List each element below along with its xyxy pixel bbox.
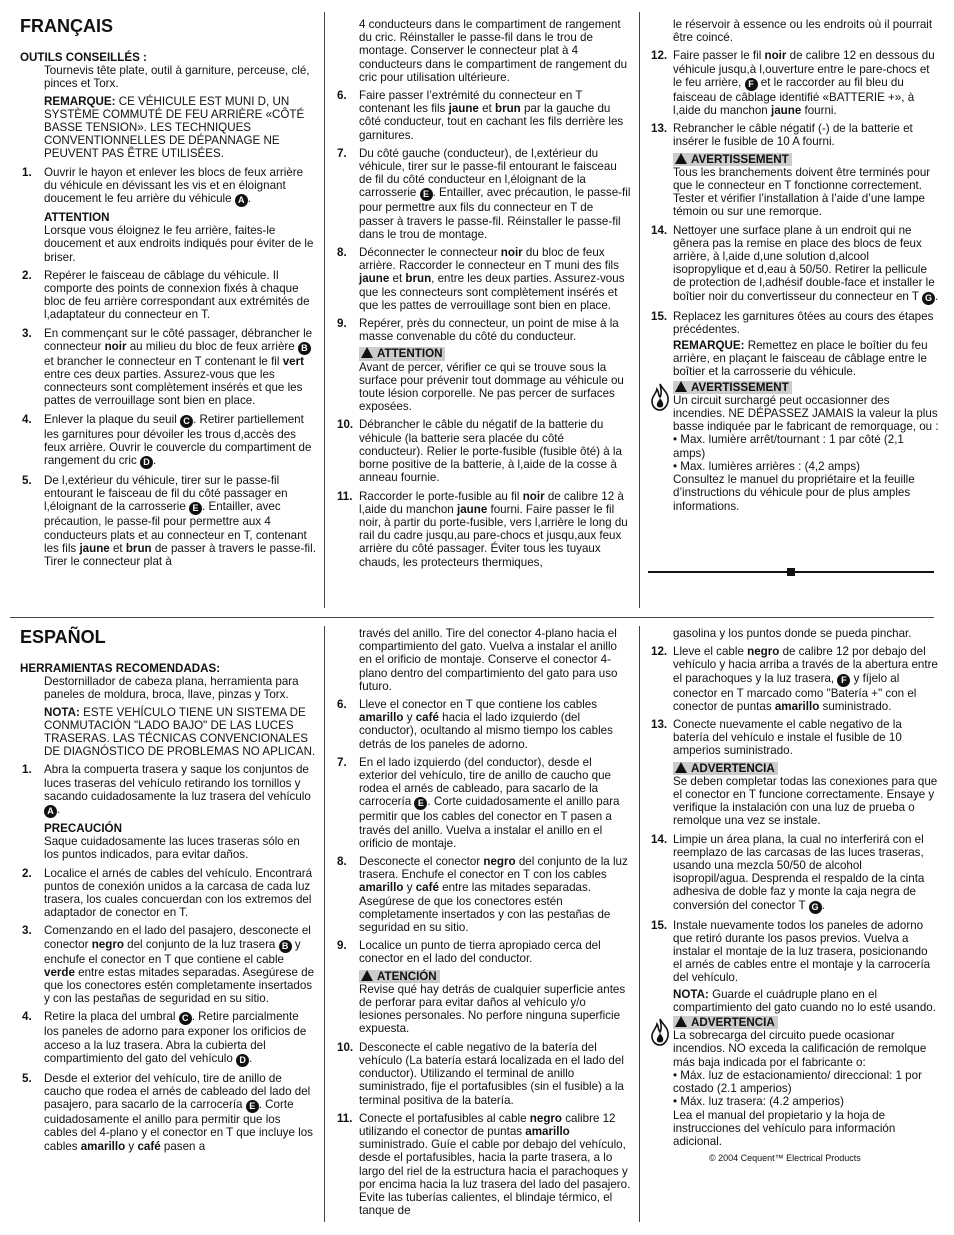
es-step-9: 9. Localice un punto de tierra apropiado cerca del conector en el lado del conductor. ATENCIÓN Revise qué hay detrás de cualquier superficie antes de perforar para evitar daños al vehículo y/o lesiones personales. No perfore ninguna superficie expuesta. [335, 939, 631, 1035]
divider-es-1 [324, 626, 325, 1222]
es-column-3 [649, 627, 939, 1165]
fr-title: FRANÇAIS [20, 16, 113, 36]
fr-tools-text: Tournevis tête plate, outil à garniture, perceuse, clé, pinces et Torx. [44, 64, 310, 91]
fr-step-11-cont: le réservoir à essence ou les endroits où il pourrait être coincé. [673, 18, 933, 45]
es-step-12: 12. Lleve el cable negro de calibre 12 por debajo del vehículo y hacia arriba a través de la abertura entre el parachoques y la luz trasera, F y fíjelo al conector en T marcado como "Batería +" con el conector de puntas amarillo suministrado. [651, 645, 938, 713]
es-precaucion-heading: PRECAUCIÓN [44, 822, 122, 836]
callout-g-icon: G [922, 292, 935, 305]
es-step-13: 13. Conecte nuevamente el cable negativo de la batería del vehículo e instale el fusible de 10 amperios suministrado. ADVERTENCIA Se deben completar todas las conexiones para que el conector en T funcione correctamente. Ensaye y verifique la instalación con una luz de prueba o remolque una vez se instale. [651, 718, 938, 828]
fr-attention2-text: Avant de percer, vérifier ce qui se trouve sous la surface pour prévenir tout dommage au véhicule ou toute lésion corporelle. Ne pas percer de surfaces exposées. [359, 360, 624, 414]
callout-b-icon: B [298, 342, 311, 355]
es-advertencia2-badge: ADVERTENCIA [673, 1016, 778, 1029]
es-precaucion-text: Saque cuidadosamente las luces traseras sólo en los puntos indicados, para evitar daños. [44, 835, 300, 862]
callout-e-icon: E [414, 797, 427, 810]
section-divider [10, 617, 934, 618]
es-atencion-text: Revise qué hay detrás de cualquier superficie antes de perforar para evitar daños al vehículo y/o lesiones personales. No perfore ninguna superficie expuesta. [359, 982, 626, 1036]
es-step-6: 6. Lleve el conector en T que contiene los cables amarillo y café hacia el lado izquierdo (del conductor), ocultando al mismo tiempo los cables detrás de los paneles de adorno. [337, 698, 613, 751]
fr-tools-heading: OUTILS CONSEILLÉS : [20, 51, 147, 64]
es-step-11-cont: gasolina y los puntos donde se pueda pinchar. [673, 627, 912, 640]
es-step-8: 8. Desconecte el conector negro del conjunto de la luz trasera. Enchufe el conector en T con los cables amarillo y café entre las mitades separadas. Asegúrese de que los conectores estén completamente insertados y con las pestañas de seguridad en su sitio. [337, 855, 628, 935]
es-advertencia-badge: ADVERTENCIA [673, 762, 778, 775]
callout-f-icon: F [745, 78, 758, 91]
fr-avert2-bullet-2: • Max. lumières arrières : (4,2 amps) [673, 459, 861, 473]
callout-d-icon: D [140, 456, 153, 469]
callout-e-icon: E [420, 188, 433, 201]
fire-icon [649, 383, 671, 411]
divider-fr-1 [324, 12, 325, 608]
es-note2: NOTA: Guarde el cuádruple plano en el compartimiento del gato cuando no lo esté usando. [673, 987, 936, 1014]
fr-attention-text: Lorsque vous éloignez le feu arrière, faites-le doucement et aux endroits indiqués pour éviter de le briser. [44, 224, 314, 264]
warning-icon [361, 347, 373, 358]
fr-step-12: 12. Faire passer le fil noir de calibre 12 en dessous du véhicule jusqu,à l,ouverture entre le pare-chocs et le feu arrière, F et le raccorder au fil bleu du faisceau de câblage identifié «BATTERIE +», à l,aide du manchon jaune fourni. [651, 49, 935, 118]
fr-step-15: 15. Replacez les garnitures ôtées au cours des étapes précédentes. REMARQUE: Remettez en place le boîtier du feu arrière, en plaçant le faisceau de câblage entre le boîtier et la carrosserie du véhicule. [649, 310, 939, 379]
copyright: © 2004 Cequent™ Electrical Products [709, 1153, 861, 1164]
fr-avert1-text: Tous les branchements doivent être terminés pour que le connecteur en T fonctionne correctement. Tester et vérifier l’installation à l’aide d’une lampe témoin ou sur une remorque. [673, 165, 931, 219]
es-step-3: 3. Comenzando en el lado del pasajero, desconecte el conector negro del conjunto de la luz trasera B y enchufe el conector en T que contiene el cable verde entre estas mitades separadas. Asegúrese de que los conectores estén completamente insertados y con las pestañas de seguridad en su sitio. [22, 924, 315, 1006]
fr-step-1: 1. Ouvrir le hayon et enlever les blocs de feux arrière du véhicule en dévissant les vis et en éloignant doucement le feu arrière du véhicule A . ATTENTION Lorsque vous éloignez le feu arrière, faites-le doucement et aux endroits indiqués pour éviter de le briser. [20, 166, 316, 264]
es-tools-heading: HERRAMIENTAS RECOMENDADAS: [20, 662, 221, 675]
fr-column-3 [649, 18, 939, 513]
warning-icon [675, 762, 687, 773]
warning-icon [675, 381, 687, 392]
es-step-5-cont: través del anillo. Tire del conector 4-plano hacia el compartimiento del gato. Vuelva a instalar el anillo en el orificio de montaje. Conserve el conector 4-plano dentro del compartimiento del gato para uso futuro. [359, 627, 618, 693]
fr-avert2-bullet-1: • Max. lumière arrêt/tournant : 1 par côté (2,1 amps) [673, 433, 904, 460]
callout-a-icon: A [44, 805, 57, 818]
fr-step-4: 4. Enlever la plaque du seuil C . Retirer partiellement les garnitures pour dévoiler les trous d,accès des feux arrière. Ouvrir le couvercle du compartiment de rangement du cric D . [22, 412, 312, 468]
callout-f-icon: F [837, 674, 850, 687]
es-adv2-text: La sobrecarga del circuito puede ocasionar incendios. NO exceda la calificación de remolque más baja indicada por el fabricante o: [673, 1029, 927, 1069]
es-adv2-bullet-2: • Máx. luz trasera: (4.2 amperios) [673, 1095, 844, 1109]
es-column-1 [20, 627, 316, 1153]
es-step-14: 14. Limpie un área plana, la cual no interferirá con el reemplazo de las carcasas de las luces traseras, usando una mezcla 50/50 de alcohol isopropil/agua. Desprenda el respaldo de la cinta adhesiva de doble faz y monte la caja negra de conversión del conector T G . [651, 832, 925, 912]
es-step-15: 15. Instale nuevamente todos los paneles de adorno que retiró durante los pasos previos. Vuelva a instalar el montaje de la luz trasera, posicionando el arnés de cables entre el montaje y la carrocería del vehículo. NOTA: Guarde el cuádruple plano en el compartimiento del gato cuando no lo esté usando. [649, 919, 939, 1014]
es-adv2-end: Lea el manual del propietario y la hoja de instrucciones del vehículo para información adicional. [673, 1108, 896, 1148]
fr-step-7: 7. Du côté gauche (conducteur), de l,extérieur du véhicule, tirer sur le passe-fil entourant le faisceau de fil du côté conducteur en l,éloignant de la carrosserie E . Entailler, avec précaution, le passe-fil pour permettre aux fils du connecteur en T de passer à travers le passe-fil. Réinstaller le passe-fil dans le trou de montage. [337, 146, 631, 241]
fr-fire-warning [649, 381, 939, 513]
fr-note2: REMARQUE: Remettez en place le boîtier du feu arrière, en plaçant le faisceau de câblage entre le boîtier et la carrosserie du véhicule. [673, 339, 928, 379]
es-step-7: 7. En el lado izquierdo (del conductor), desde el exterior del vehículo, tire de anillo de caucho que rodea el arnés de cableado, para sacarlo de la carrocería E . Corte cuidadosamente el anillo para permitir que los cables del conector en T pasen a través del anillo. Vuelva a instalar el anillo en el orificio de montaje. [337, 755, 620, 850]
callout-e-icon: E [246, 1100, 259, 1113]
es-column-2 [335, 627, 631, 1217]
fr-column-1 [20, 16, 316, 568]
fr-step-6: 6. Faire passer l’extrémité du connecteur en T contenant les fils jaune et brun par la gauche du côté conducteur, tout en cachant les fils derrière les garnitures. [337, 89, 624, 142]
fr-attention-badge: ATTENTION [359, 347, 445, 360]
end-marker [787, 568, 795, 576]
es-atencion-badge: ATENCIÓN [359, 970, 440, 983]
fr-avert2-text: Un circuit surchargé peut occasionner des incendies. NE DÉPASSEZ JAMAIS la valeur la plus basse indiquée par le fabricant de remorquage, ou : [673, 393, 939, 434]
fr-step-2: 2. Repérer le faisceau de câblage du véhicule. Il comporte des points de connexion fixés à chaque bloc de feu arrière correspondant aux extrémités de l,adaptateur du connecteur en T. [22, 268, 310, 322]
es-step-5: 5. Desde el exterior del vehículo, tire de anillo de caucho que rodea el arnés de cableado del lado del pasajero, para sacarlo de la carrocería E . Corte cuidadosamente el anillo para permitir que los cables del 4-plano y el conector en T que incluye los cables amarillo y café pasen a [22, 1071, 313, 1153]
es-adv1-text: Se deben completar todas las conexiones para que el conector en T funcione correctamente. Ensaye y verifique la instalación con una luz de prueba o remolque una vez se instale. [673, 774, 938, 828]
divider-es-2 [639, 626, 640, 1222]
callout-c-icon: C [179, 1012, 192, 1025]
warning-icon [675, 1016, 687, 1027]
divider-fr-2 [639, 12, 640, 608]
fr-step-5: 5. De l,extérieur du véhicule, tirer sur le passe-fil entourant le faisceau de fil du côté passager en l,éloignant de la carrosserie E . Entailler, avec précaution, le passe-fil pour permettre aux 4 conducteurs plats et au connecteur en T, contenant les fils jaune et brun de passer à travers le passe-fil. Tirer le connecteur plat à [22, 474, 316, 569]
fr-step-10: 10. Débrancher le câble du négatif de la batterie du véhicule (la batterie sera placée du côté conducteur). Relier le porte-fusible (fusible ôté) à la borne positive de la batterie, à l,aide de la cosse à anneau fournie. [337, 418, 622, 485]
es-step-4: 4. Retire la placa del umbral C . Retire parcialmente los paneles de adorno para exponer los orificios de acceso a la luz trasera. Abra la cubierta del compartimiento del gato del vehículo D . [22, 1010, 307, 1065]
es-adv2-bullet-1: • Máx. luz de estacionamiento/ direccional: 1 por costado (2.1 amperios) [673, 1068, 922, 1096]
fr-step-5-cont: 4 conducteurs dans le compartiment de rangement du cric. Réinstaller le passe-fil dans le trou de montage. Conserver le connecteur plat à 4 conducteurs dans le compartiment de rangement du cric pour utilisation ultérieure. [359, 18, 628, 84]
fr-step-11: 11. Raccorder le porte-fusible au fil noir de calibre 12 à l,aide du manchon jaune fourni. Faire passer le fil noir, à partir du porte-fusible, vers l,arrière le long du rail du cadre jusqu,au pare-chocs et jusqu,aux feux arrière du côté passager. Éviter tous les tuyaux chauds, les protecteurs thermiques, [337, 489, 628, 569]
warning-icon [361, 970, 373, 981]
fr-avert2-end: Consultez le manuel du propriétaire et la feuille d’instructions du véhicule pour de plus amples informations. [673, 473, 915, 513]
callout-e-icon: E [189, 502, 202, 515]
fire-icon [649, 1018, 671, 1046]
es-note: NOTA: ESTE VEHÍCULO TIENE UN SISTEMA DE CONMUTACIÓN "LADO BAJO" DE LAS LUCES TRASERAS. LAS TÉCNICAS CONVENCIONALES DE DIAGNÓSTICO DE PROBLEMAS NO APLICAN. [44, 705, 316, 759]
callout-c-icon: C [180, 415, 193, 428]
es-fire-warning [649, 1016, 939, 1165]
es-title: ESPAÑOL [20, 627, 106, 647]
fr-column-2 [335, 18, 631, 569]
fr-step-14: 14. Nettoyer une surface plane à un endroit qui ne gênera pas la remise en place des blocs de feux arrière, à l,aide d,une solution d,alcool isopropylique et d,eau à 50/50. Retirer la pellicule de protection de l,adhésif double-face et installer le boîtier noir du convertisseur du connecteur en T G . [651, 223, 939, 303]
fr-step-8: 8. Déconnecter le connecteur noir du bloc de feux arrière. Raccorder le connecteur en T muni des fils jaune et brun, entre les deux parties. Assurez-vous que les connecteurs sont complètement insérés et que les pattes de verrouillage sont bien en place. [337, 246, 625, 312]
fr-avertissement2-badge: AVERTISSEMENT [673, 381, 792, 394]
es-step-2: 2. Localice el arnés de cables del vehículo. Encontrará puntos de conexión unidos a la carcasa de cada luz trasera, los cuales concuerdan con los extremos del adaptador de conector en T. [22, 866, 313, 920]
fr-step-9: 9. Repérer, près du connecteur, un point de mise à la masse convenable du côté du conducteur. ATTENTION Avant de percer, vérifier ce qui se trouve sous la surface pour prévenir tout dommage au véhicule ou toute lésion corporelle. Ne pas percer de surfaces exposées. [335, 317, 631, 413]
callout-d-icon: D [236, 1054, 249, 1067]
warning-icon [675, 153, 687, 164]
callout-b-icon: B [279, 940, 292, 953]
es-tools-text: Destornillador de cabeza plana, herramienta para paneles de moldura, broca, llave, pinzas y Torx. [44, 675, 299, 702]
es-step-10: 10. Desconecte el cable negativo de la batería del vehículo (La batería estará localizada en el lado del conductor). Utilizando el terminal de anillo suministrado, fije el portafusibles (sin el fusible) a la terminal positiva de la batería. [337, 1040, 624, 1107]
fr-attention-heading: ATTENTION [44, 211, 110, 225]
es-step-1: 1. Abra la compuerta trasera y saque los conjuntos de luces traseras del vehículo retirando los tornillos y sacando cuidadosamente la luz trasera del vehículo A . PRECAUCIÓN Saque cuidadosamente las luces traseras sólo en los puntos indicados, para evitar daños. [20, 763, 316, 861]
callout-g-icon: G [809, 901, 822, 914]
fr-step-3: 3. En commençant sur le côté passager, débrancher le connecteur noir au milieu du bloc de feux arrière B et brancher le connecteur en T contenant le fil vert entre ces deux parties. Assurez-vous que les connecteurs sont complètement insérés et que les pattes de verrouillage sont bien en place. [22, 326, 313, 408]
fr-avertissement-badge: AVERTISSEMENT [673, 153, 792, 166]
callout-a-icon: A [235, 194, 248, 207]
es-step-11: 11. Conecte el portafusibles al cable negro calibre 12 utilizando el conector de puntas amarillo suministrado. Guíe el cable por debajo del vehículo, desde el portafusibles, hacia la parte trasera, a lo largo del riel de la estructura hacia el parachoques y por encima hacia la luz trasera del lado del pasajero. Evite las tuberías calientes, el blindaje térmico, el tanque de [337, 1111, 631, 1218]
fr-step-13: 13. Rebrancher le câble négatif (-) de la batterie et insérer le fusible de 10 A fourni. AVERTISSEMENT Tous les branchements doivent être terminés pour que le connecteur en T fonctionne correctement. Tester et vérifier l’installation à l’aide d’une lampe témoin ou sur une remorque. [649, 122, 939, 218]
fr-note: REMARQUE: CE VÉHICULE EST MUNI D, UN SYSTÈME COMMUTÉ DE FEU ARRIÈRE «CÔTÉ BASSE TENSION». LES TECHNIQUES CONVENTIONNELLES DE DÉPANNAGE NE PEUVENT PAS ÊTRE UTILISÉES. [44, 94, 305, 161]
